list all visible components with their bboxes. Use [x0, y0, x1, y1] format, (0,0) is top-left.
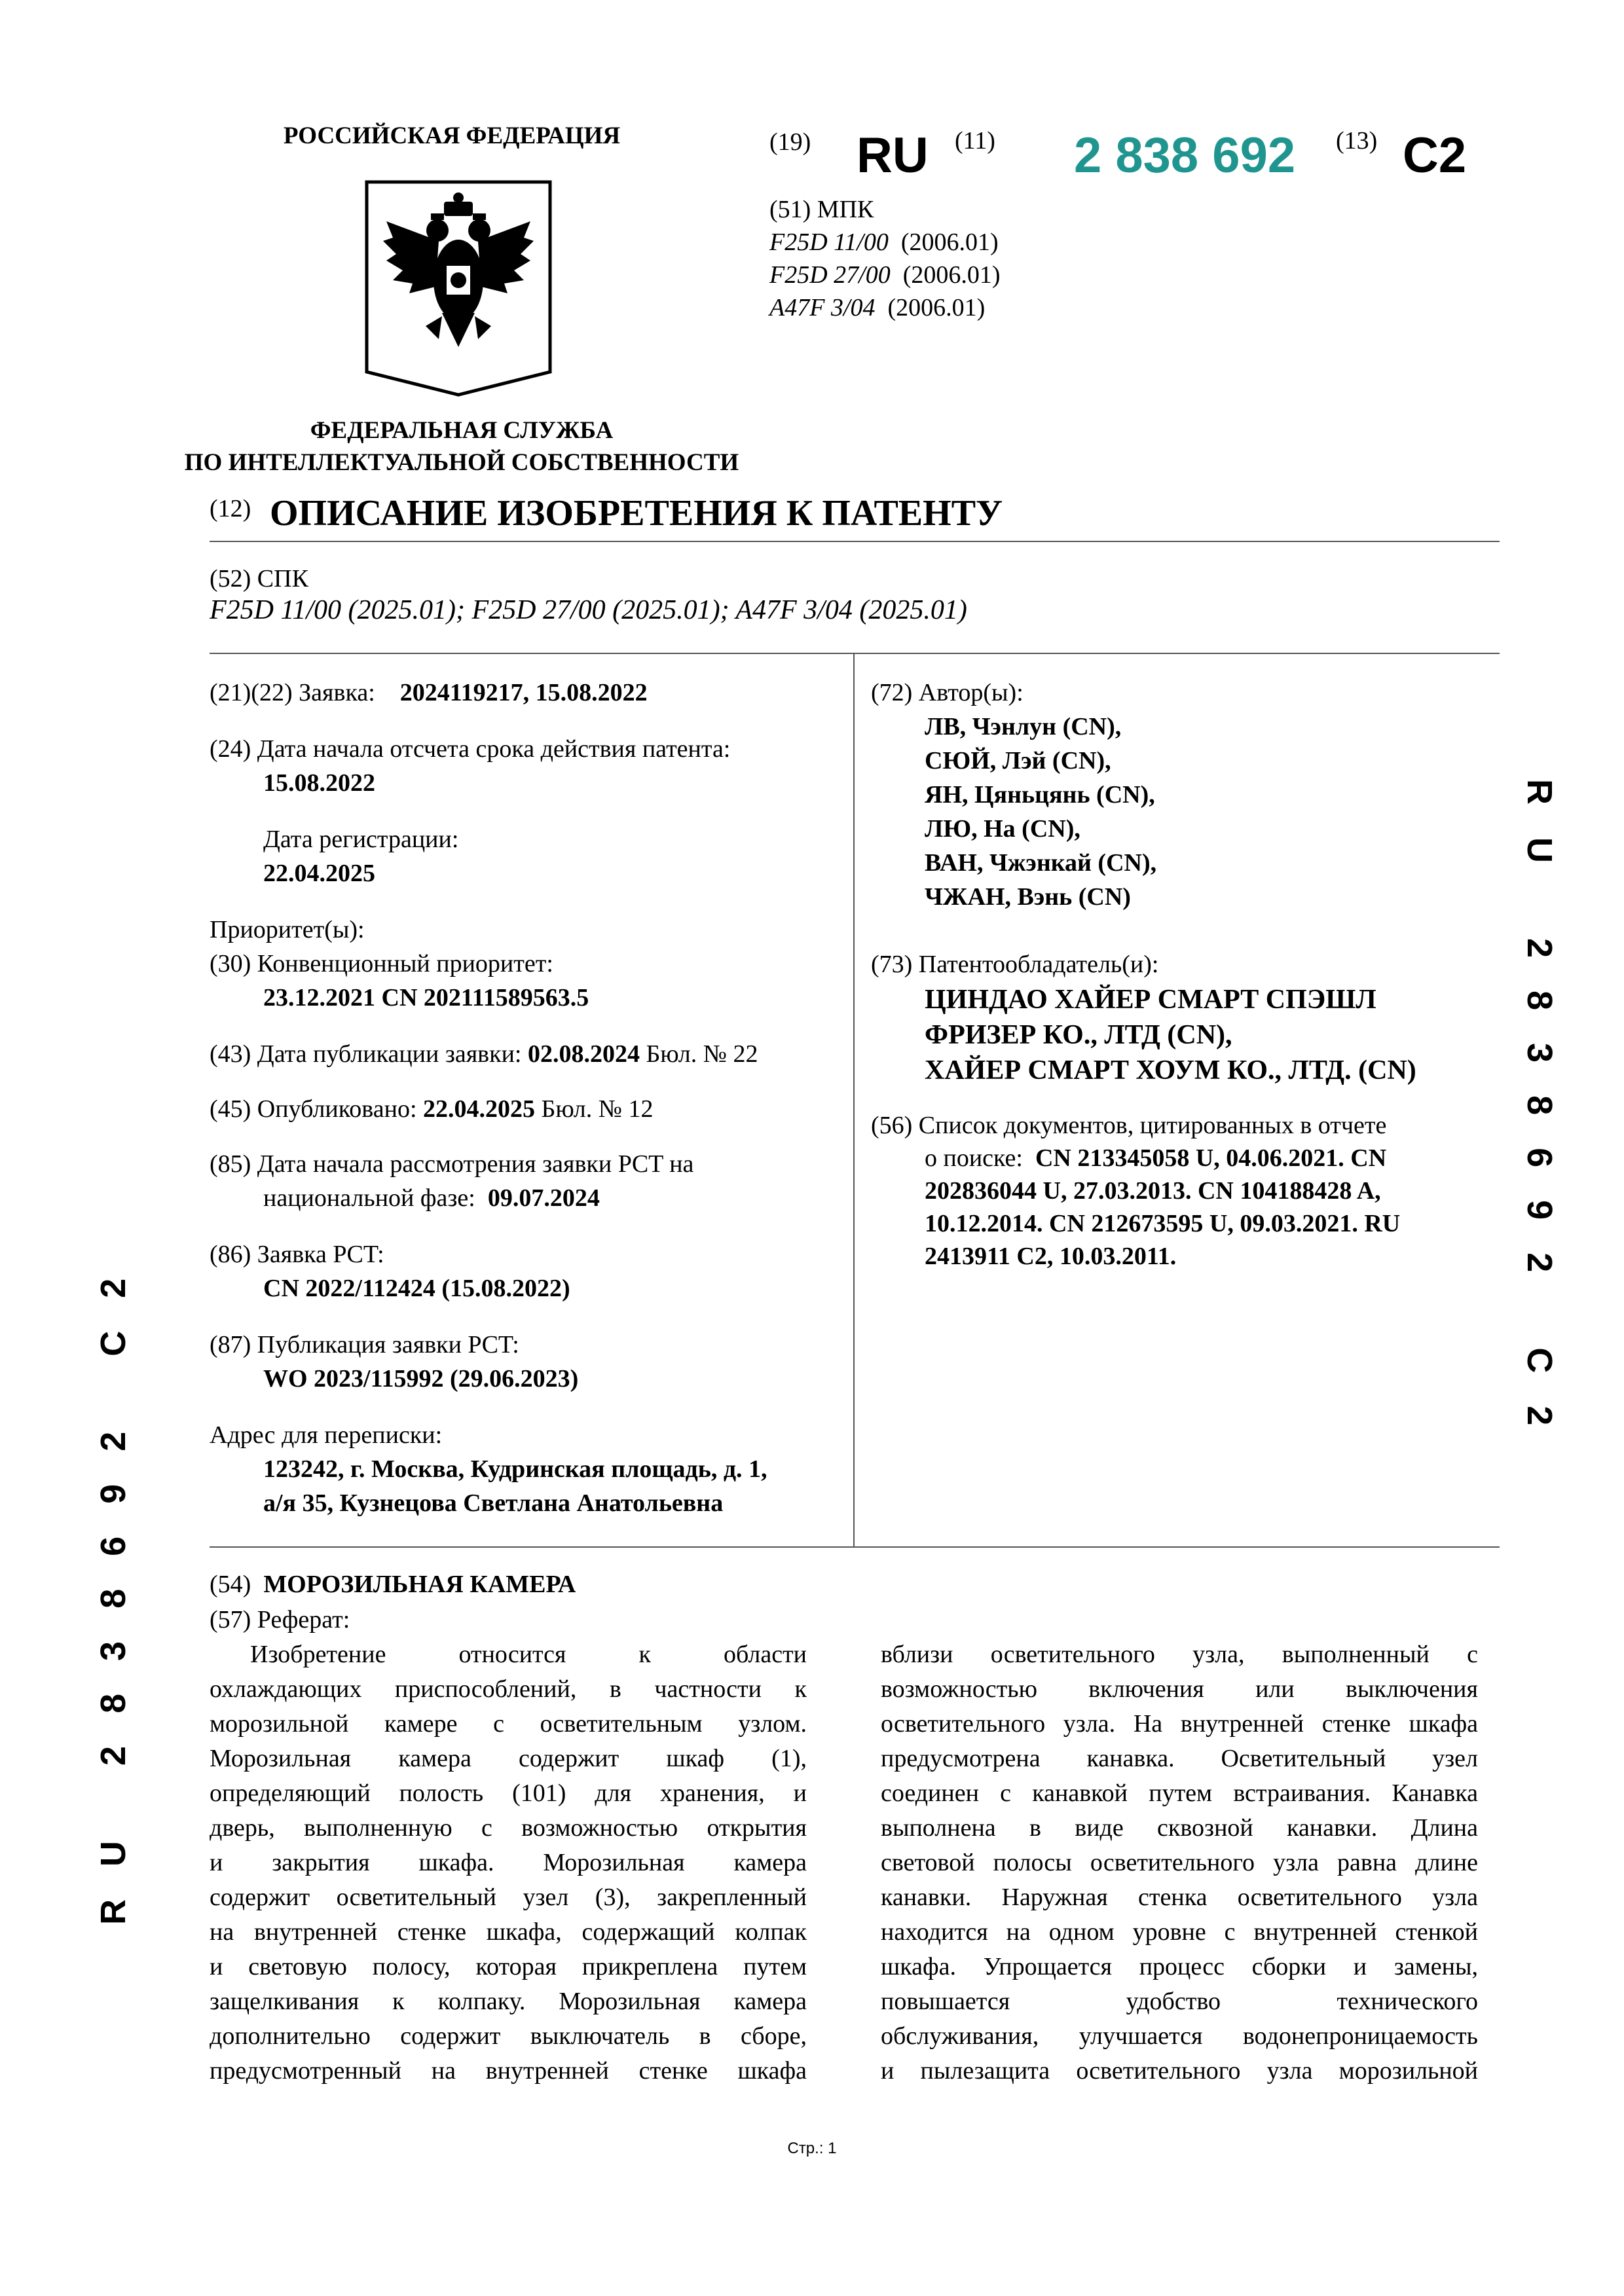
divider — [210, 1546, 1500, 1548]
ipc-entry — [769, 291, 1001, 324]
abstract-line: возможностью включения или выключения — [881, 1675, 1478, 1703]
coat-of-arms-emblem — [360, 175, 557, 398]
reference-line: 202836044 U, 27.03.2013. CN 104188428 A, — [925, 1177, 1381, 1205]
convention-value: 23.12.2021 CN 202111589563.5 — [263, 984, 589, 1011]
pct-phase-label: (85) Дата начала рассмотрения заявки PCT на — [210, 1150, 694, 1178]
published-date: 22.04.2025 — [423, 1095, 536, 1123]
references-label-2: о поиске: — [925, 1144, 1023, 1172]
application-label: (21)(22) Заявка: — [210, 679, 375, 706]
term-label: (24) Дата начала отсчета срока действия патента: — [210, 735, 731, 763]
pct-pub-label: (87) Публикация заявки PCT: — [210, 1331, 519, 1358]
kind-code: C2 — [1403, 128, 1467, 183]
term-block — [210, 732, 730, 800]
abstract-label: (57) Реферат: — [210, 1606, 350, 1633]
owners-block — [871, 947, 1416, 1088]
code-13: (13) — [1336, 127, 1378, 155]
abstract-line: определяющий полость (101) для хранения, и — [210, 1779, 807, 1807]
author: ВАН, Чжэнкай (CN), — [925, 849, 1157, 877]
page-number: Стр.: 1 — [787, 2140, 837, 2157]
patent-number: 2 838 692 — [1074, 128, 1296, 183]
country-name: РОССИЙСКАЯ ФЕДЕРАЦИЯ — [283, 122, 621, 149]
authors-label: (72) Автор(ы): — [871, 679, 1024, 706]
ipc-label: (51) МПК — [769, 196, 874, 223]
reference-line: 10.12.2014. CN 212673595 U, 09.03.2021. RU — [925, 1210, 1401, 1237]
abstract-line: канавки. Наружная стенка осветительного узла — [881, 1884, 1478, 1911]
pct-pub-block — [210, 1328, 578, 1396]
abstract-line: предусмотрена канавка. Осветительный узел — [881, 1745, 1478, 1772]
abstract-line: и закрытия шкафа. Морозильная камера — [210, 1849, 807, 1876]
pub-app-date: 02.08.2024 — [527, 1040, 640, 1068]
ipc-date: (2006.01) — [900, 228, 999, 256]
owner: ЦИНДАО ХАЙЕР СМАРТ СПЭШЛ — [925, 985, 1376, 1015]
ipc-code: F25D 27/00 — [769, 261, 891, 289]
agency-name — [164, 414, 760, 479]
cpc-label: (52) СПК — [210, 565, 308, 592]
pct-app-block — [210, 1237, 570, 1305]
agency-name-line2: ПО ИНТЕЛЛЕКТУАЛЬНОЙ СОБСТВЕННОСТИ — [184, 449, 739, 476]
registration-value: 22.04.2025 — [263, 860, 375, 887]
column-divider — [853, 653, 855, 1546]
abstract-line: на внутренней стенке шкафа, содержащий колпак — [210, 1918, 807, 1946]
reference-line: 2413911 C2, 10.03.2011. — [925, 1243, 1177, 1270]
abstract-line: обслуживания, улучшается водонепроницаемость — [881, 2022, 1478, 2050]
pct-phase-block — [210, 1147, 693, 1215]
abstract-line: и пылезащита осветительного узла морозильной — [881, 2057, 1478, 2085]
priority-label: Приоритет(ы): — [210, 916, 365, 943]
author: ЛВ, Чэнлун (CN), — [925, 713, 1122, 740]
abstract-line: вблизи осветительного узла, выполненный с — [881, 1641, 1478, 1668]
address-label: Адрес для переписки: — [210, 1421, 443, 1449]
abstract-line: морозильной камере с осветительным узлом. — [210, 1710, 807, 1738]
country-code: RU — [857, 128, 929, 183]
author: СЮЙ, Лэй (CN), — [925, 747, 1111, 774]
ipc-entry — [769, 259, 1001, 291]
abstract-line: охлаждающих приспособлений, в частности к — [210, 1675, 807, 1703]
authors-block — [871, 676, 1156, 914]
agency-name-line1: ФЕДЕРАЛЬНАЯ СЛУЖБА — [310, 417, 614, 444]
owner: ФРИЗЕР КО., ЛТД (CN), — [925, 1020, 1232, 1050]
abstract-right-column — [881, 1637, 1478, 2108]
pub-app-row — [210, 1037, 758, 1071]
side-label-right: RU 2838692 C2 — [1520, 779, 1559, 1459]
divider — [210, 653, 1500, 654]
side-label-left: RU 2838692 C2 — [94, 1245, 133, 1925]
abstract-line: соединен с канавкой путем встраивания. Канавка — [881, 1779, 1478, 1807]
priority-block — [210, 913, 589, 1015]
ipc-date: (2006.01) — [902, 261, 1001, 289]
owner: ХАЙЕР СМАРТ ХОУМ КО., ЛТД. (CN) — [925, 1055, 1416, 1085]
pub-app-label: (43) Дата публикации заявки: — [210, 1040, 522, 1068]
abstract-line: предусмотренный на внутренней стенке шкафа — [210, 2057, 807, 2085]
application-row — [210, 676, 648, 710]
ipc-code: A47F 3/04 — [769, 294, 876, 321]
cpc-classification: F25D 11/00 (2025.01); F25D 27/00 (2025.01); A47F 3/04 (2025.01) — [210, 595, 967, 625]
invention-title-row — [210, 1567, 576, 1601]
code-11: (11) — [955, 127, 995, 155]
pct-app-label: (86) Заявка PCT: — [210, 1241, 384, 1268]
abstract-line: шкафа. Упрощается процесс сборки и замены, — [881, 1953, 1478, 1980]
published-bulletin: Бюл. № 12 — [541, 1095, 654, 1123]
registration-block — [263, 822, 458, 890]
owners-label: (73) Патентообладатель(и): — [871, 951, 1159, 978]
references-label: (56) Список документов, цитированных в отчете — [871, 1112, 1387, 1139]
abstract-line: дополнительно содержит выключатель в сборе, — [210, 2022, 807, 2050]
invention-code: (54) — [210, 1571, 251, 1598]
term-value: 15.08.2022 — [263, 769, 375, 797]
ipc-code: F25D 11/00 — [769, 228, 889, 256]
ipc-entry — [769, 226, 1001, 259]
abstract-line: Изобретение относится к области — [250, 1641, 807, 1668]
address-block — [210, 1418, 767, 1520]
author: ЯН, Цяньцянь (CN), — [925, 781, 1155, 809]
convention-label: (30) Конвенционный приоритет: — [210, 950, 553, 977]
pct-app-value: CN 2022/112424 (15.08.2022) — [263, 1275, 570, 1302]
invention-name: МОРОЗИЛЬНАЯ КАМЕРА — [263, 1571, 576, 1598]
pub-app-bulletin: Бюл. № 22 — [646, 1040, 758, 1068]
author: ЛЮ, На (CN), — [925, 815, 1080, 843]
pct-phase-value: 09.07.2024 — [487, 1184, 600, 1212]
abstract-line: световой полосы осветительного узла равна длине — [881, 1849, 1478, 1876]
code-19: (19) — [769, 128, 811, 156]
abstract-left-column — [210, 1637, 807, 2108]
pct-pub-value: WO 2023/115992 (29.06.2023) — [263, 1365, 579, 1393]
abstract-line: находится на одном уровне с внутренней стенкой — [881, 1918, 1478, 1946]
published-label: (45) Опубликовано: — [210, 1095, 417, 1123]
pct-phase-label-2: национальной фазе: — [263, 1184, 475, 1212]
abstract-line: повышается удобство технического — [881, 1988, 1478, 2015]
reference-line: CN 213345058 U, 04.06.2021. CN — [1035, 1144, 1387, 1172]
title-code: (12) — [210, 495, 251, 522]
address-line: 123242, г. Москва, Кудринская площадь, д. 1, — [263, 1455, 767, 1483]
abstract-line: выполнена в виде сквозной канавки. Длина — [881, 1814, 1478, 1842]
author: ЧЖАН, Вэнь (CN) — [925, 883, 1131, 911]
bibliographic-left — [210, 676, 648, 710]
abstract-line: осветительного узла. На внутренней стенке шкафа — [881, 1710, 1478, 1738]
abstract-line: защелкивания к колпаку. Морозильная камера — [210, 1988, 807, 2015]
ipc-block — [769, 193, 1001, 324]
divider — [210, 541, 1500, 542]
published-row — [210, 1092, 654, 1126]
abstract-line: Морозильная камера содержит шкаф (1), — [210, 1745, 807, 1772]
registration-label: Дата регистрации: — [263, 826, 459, 853]
abstract-line: дверь, выполненную с возможностью открытия — [210, 1814, 807, 1842]
ipc-date: (2006.01) — [887, 294, 986, 321]
abstract-line: содержит осветительный узел (3), закрепленный — [210, 1884, 807, 1911]
abstract-line: и световую полосу, которая прикреплена путем — [210, 1953, 807, 1980]
application-value: 2024119217, 15.08.2022 — [399, 679, 648, 706]
address-line: а/я 35, Кузнецова Светлана Анатольевна — [263, 1489, 724, 1517]
document-title: ОПИСАНИЕ ИЗОБРЕТЕНИЯ К ПАТЕНТУ — [270, 493, 1003, 534]
references-block — [871, 1109, 1400, 1273]
